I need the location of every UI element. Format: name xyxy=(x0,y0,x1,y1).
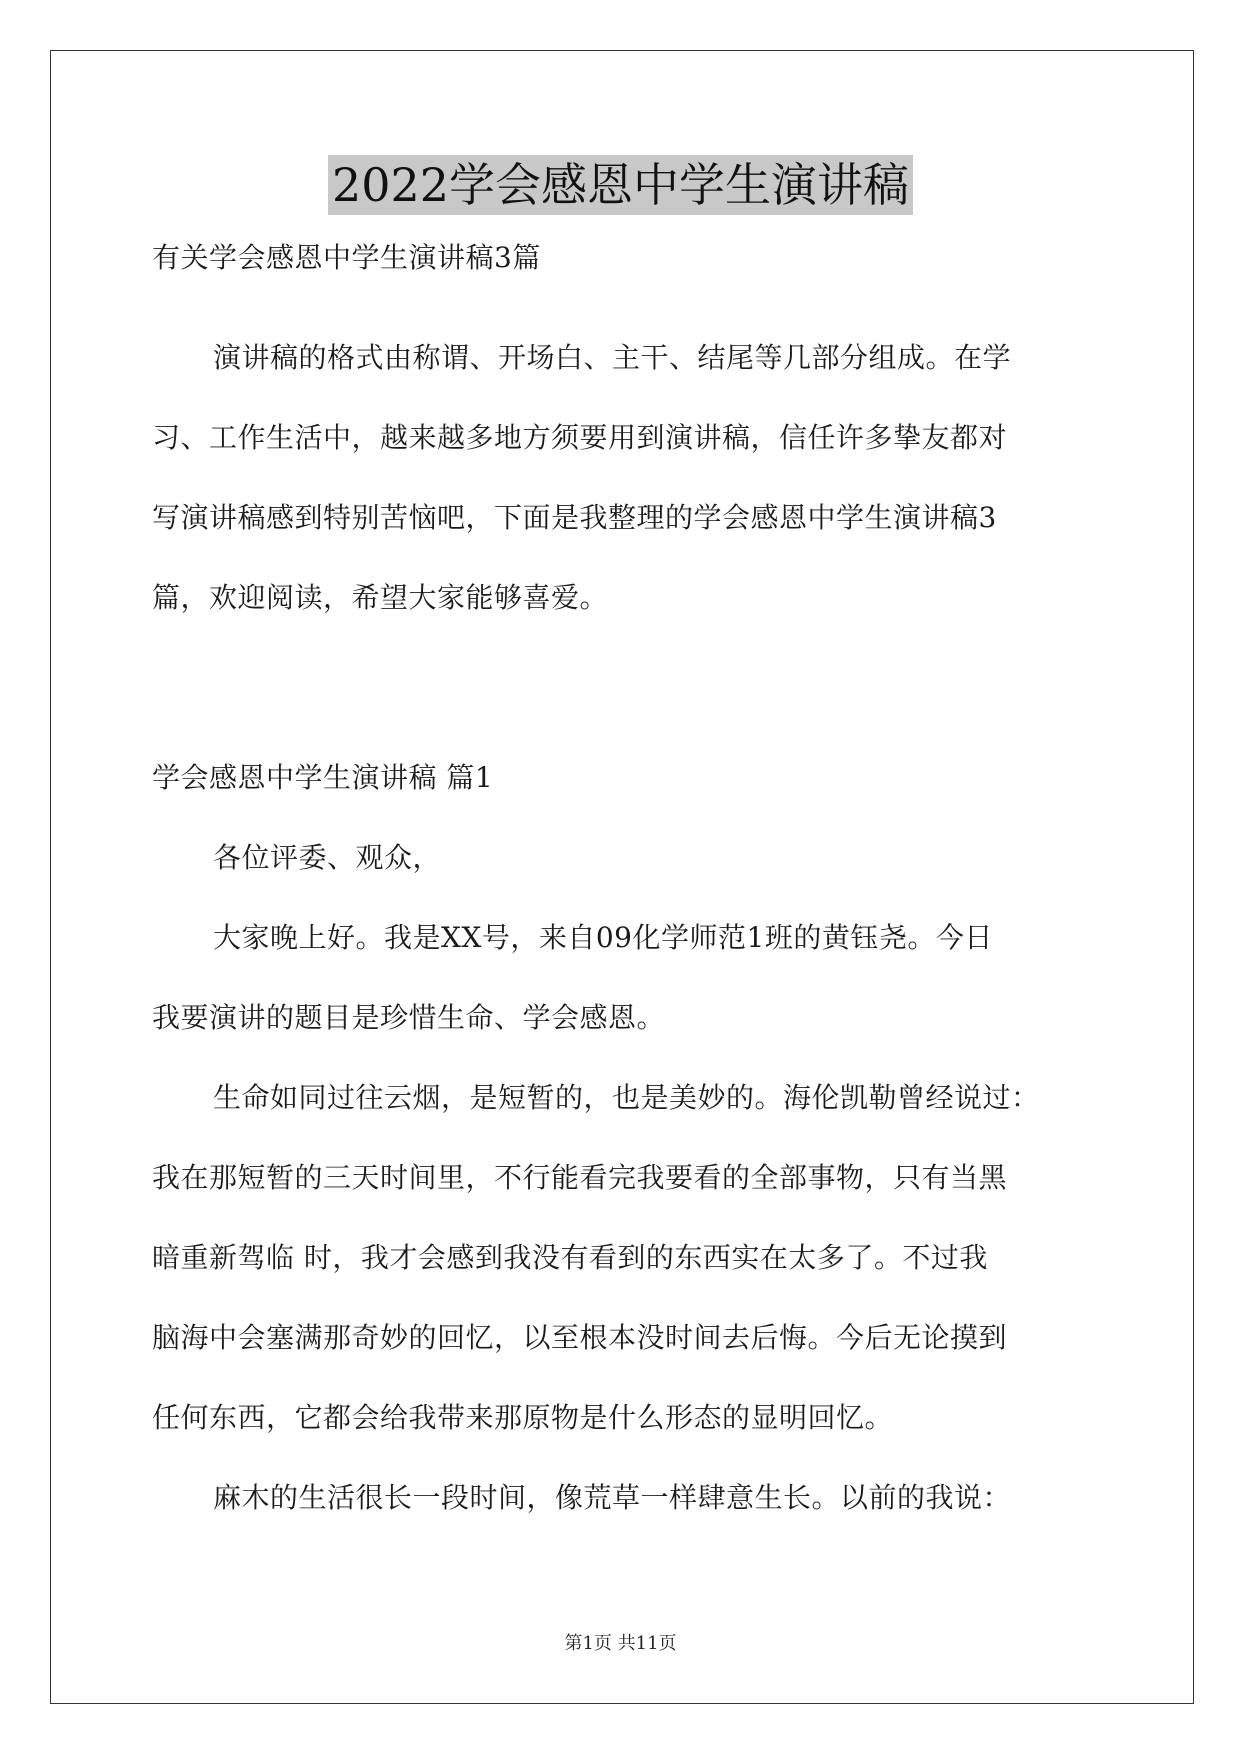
section-heading: 学会感恩中学生演讲稿 篇1 xyxy=(152,761,494,794)
body-line: 生命如同过往云烟，是短暂的，也是美妙的。海伦凯勒曾经说过： xyxy=(213,1081,1040,1114)
intro-line: 篇，欢迎阅读，希望大家能够喜爱。 xyxy=(152,581,609,614)
page-number: 第1页 共11页 xyxy=(564,1633,677,1654)
body-line: 我在那短暂的三天时间里，不行能看完我要看的全部事物，只有当黑 xyxy=(152,1161,1008,1194)
document-subtitle: 有关学会感恩中学生演讲稿3篇 xyxy=(152,241,541,274)
body-line: 暗重新驾临 时，我才会感到我没有看到的东西实在太多了。不过我 xyxy=(152,1241,988,1274)
body-line: 大家晚上好。我是XX号，来自09化学师范1班的黄钰尧。今日 xyxy=(213,921,993,954)
intro-line: 习、工作生活中，越来越多地方须要用到演讲稿，信任许多挚友都对 xyxy=(152,421,1008,454)
body-line: 任何东西，它都会给我带来那原物是什么形态的显明回忆。 xyxy=(152,1401,894,1434)
intro-line: 写演讲稿感到特别苦恼吧，下面是我整理的学会感恩中学生演讲稿3 xyxy=(152,501,997,534)
document-title: 2022学会感恩中学生演讲稿 xyxy=(328,155,913,215)
intro-line: 演讲稿的格式由称谓、开场白、主干、结尾等几部分组成。在学 xyxy=(213,341,1012,374)
body-line: 麻木的生活很长一段时间，像荒草一样肆意生长。以前的我说： xyxy=(213,1481,1012,1514)
body-line: 我要演讲的题目是珍惜生命、学会感恩。 xyxy=(152,1001,666,1034)
body-line: 各位评委、观众， xyxy=(213,841,442,874)
body-line: 脑海中会塞满那奇妙的回忆，以至根本没时间去后悔。今后无论摸到 xyxy=(152,1321,1008,1354)
title-container xyxy=(0,155,1241,215)
